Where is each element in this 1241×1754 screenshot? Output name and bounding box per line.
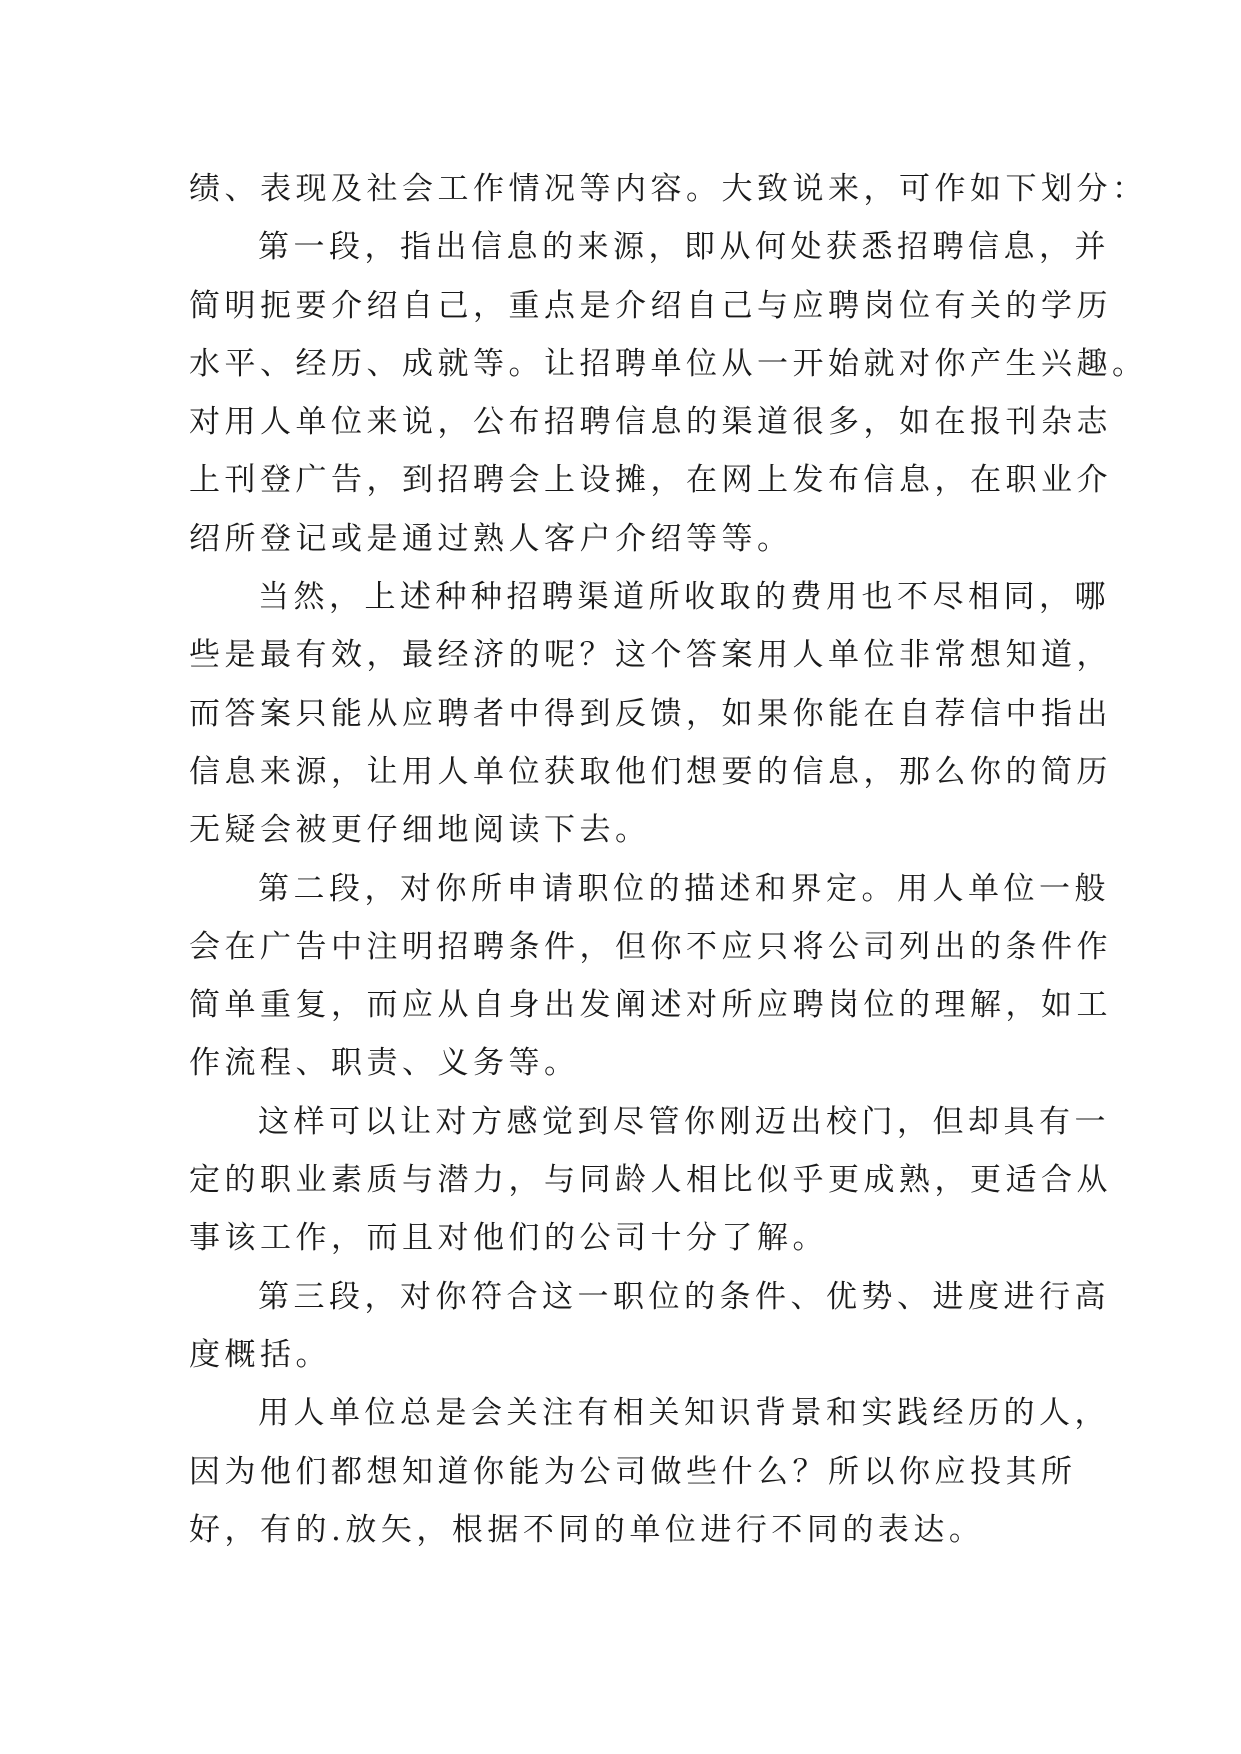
text-line: 事该工作，而且对他们的公司十分了解。 bbox=[189, 1220, 828, 1257]
paragraph-first-line: 第二段，对你所申请职位的描述和界定。用人单位一般 bbox=[258, 870, 1110, 907]
text-line: 些是最有效，最经济的呢？这个答案用人单位非常想知道， bbox=[189, 637, 1112, 674]
paragraph-first-line: 第三段，对你符合这一职位的条件、优势、进度进行高 bbox=[258, 1278, 1110, 1315]
text-line: 而答案只能从应聘者中得到反馈，如果你能在自荐信中指出 bbox=[189, 695, 1112, 732]
text-line: 绩、表现及社会工作情况等内容。大致说来，可作如下划分： bbox=[189, 171, 1148, 207]
paragraph-first-line: 第一段，指出信息的来源，即从何处获悉招聘信息，并 bbox=[258, 229, 1110, 266]
text-line: 好，有的.放矢，根据不同的单位进行不同的表达。 bbox=[189, 1511, 985, 1548]
document-body bbox=[189, 160, 1148, 1559]
text-line: 简单重复，而应从自身出发阐述对所应聘岗位的理解，如工 bbox=[189, 987, 1112, 1024]
text-line: 对用人单位来说，公布招聘信息的渠道很多，如在报刊杂志 bbox=[189, 404, 1112, 441]
text-line: 水平、经历、成就等。让招聘单位从一开始就对你产生兴趣。 bbox=[189, 345, 1148, 382]
text-line: 因为他们都想知道你能为公司做些什么？所以你应投其所 bbox=[189, 1453, 1077, 1490]
text-line: 会在广告中注明招聘条件，但你不应只将公司列出的条件作 bbox=[189, 928, 1112, 965]
text-line: 上刊登广告，到招聘会上设摊，在网上发布信息，在职业介 bbox=[189, 462, 1112, 499]
paragraph-first-line: 这样可以让对方感觉到尽管你刚迈出校门，但却具有一 bbox=[258, 1103, 1110, 1140]
text-line: 定的职业素质与潜力，与同龄人相比似乎更成熟，更适合从 bbox=[189, 1162, 1112, 1199]
text-line: 绍所登记或是通过熟人客户介绍等等。 bbox=[189, 520, 793, 557]
text-line: 度概括。 bbox=[189, 1336, 331, 1373]
paragraph-first-line: 用人单位总是会关注有相关知识背景和实践经历的人， bbox=[258, 1395, 1110, 1432]
text-line: 无疑会被更仔细地阅读下去。 bbox=[189, 812, 651, 849]
text-line: 简明扼要介绍自己，重点是介绍自己与应聘岗位有关的学历 bbox=[189, 287, 1112, 324]
paragraph-first-line: 当然，上述种种招聘渠道所收取的费用也不尽相同，哪 bbox=[258, 579, 1110, 616]
text-line: 作流程、职责、义务等。 bbox=[189, 1045, 580, 1082]
text-line: 信息来源，让用人单位获取他们想要的信息，那么你的简历 bbox=[189, 753, 1112, 790]
